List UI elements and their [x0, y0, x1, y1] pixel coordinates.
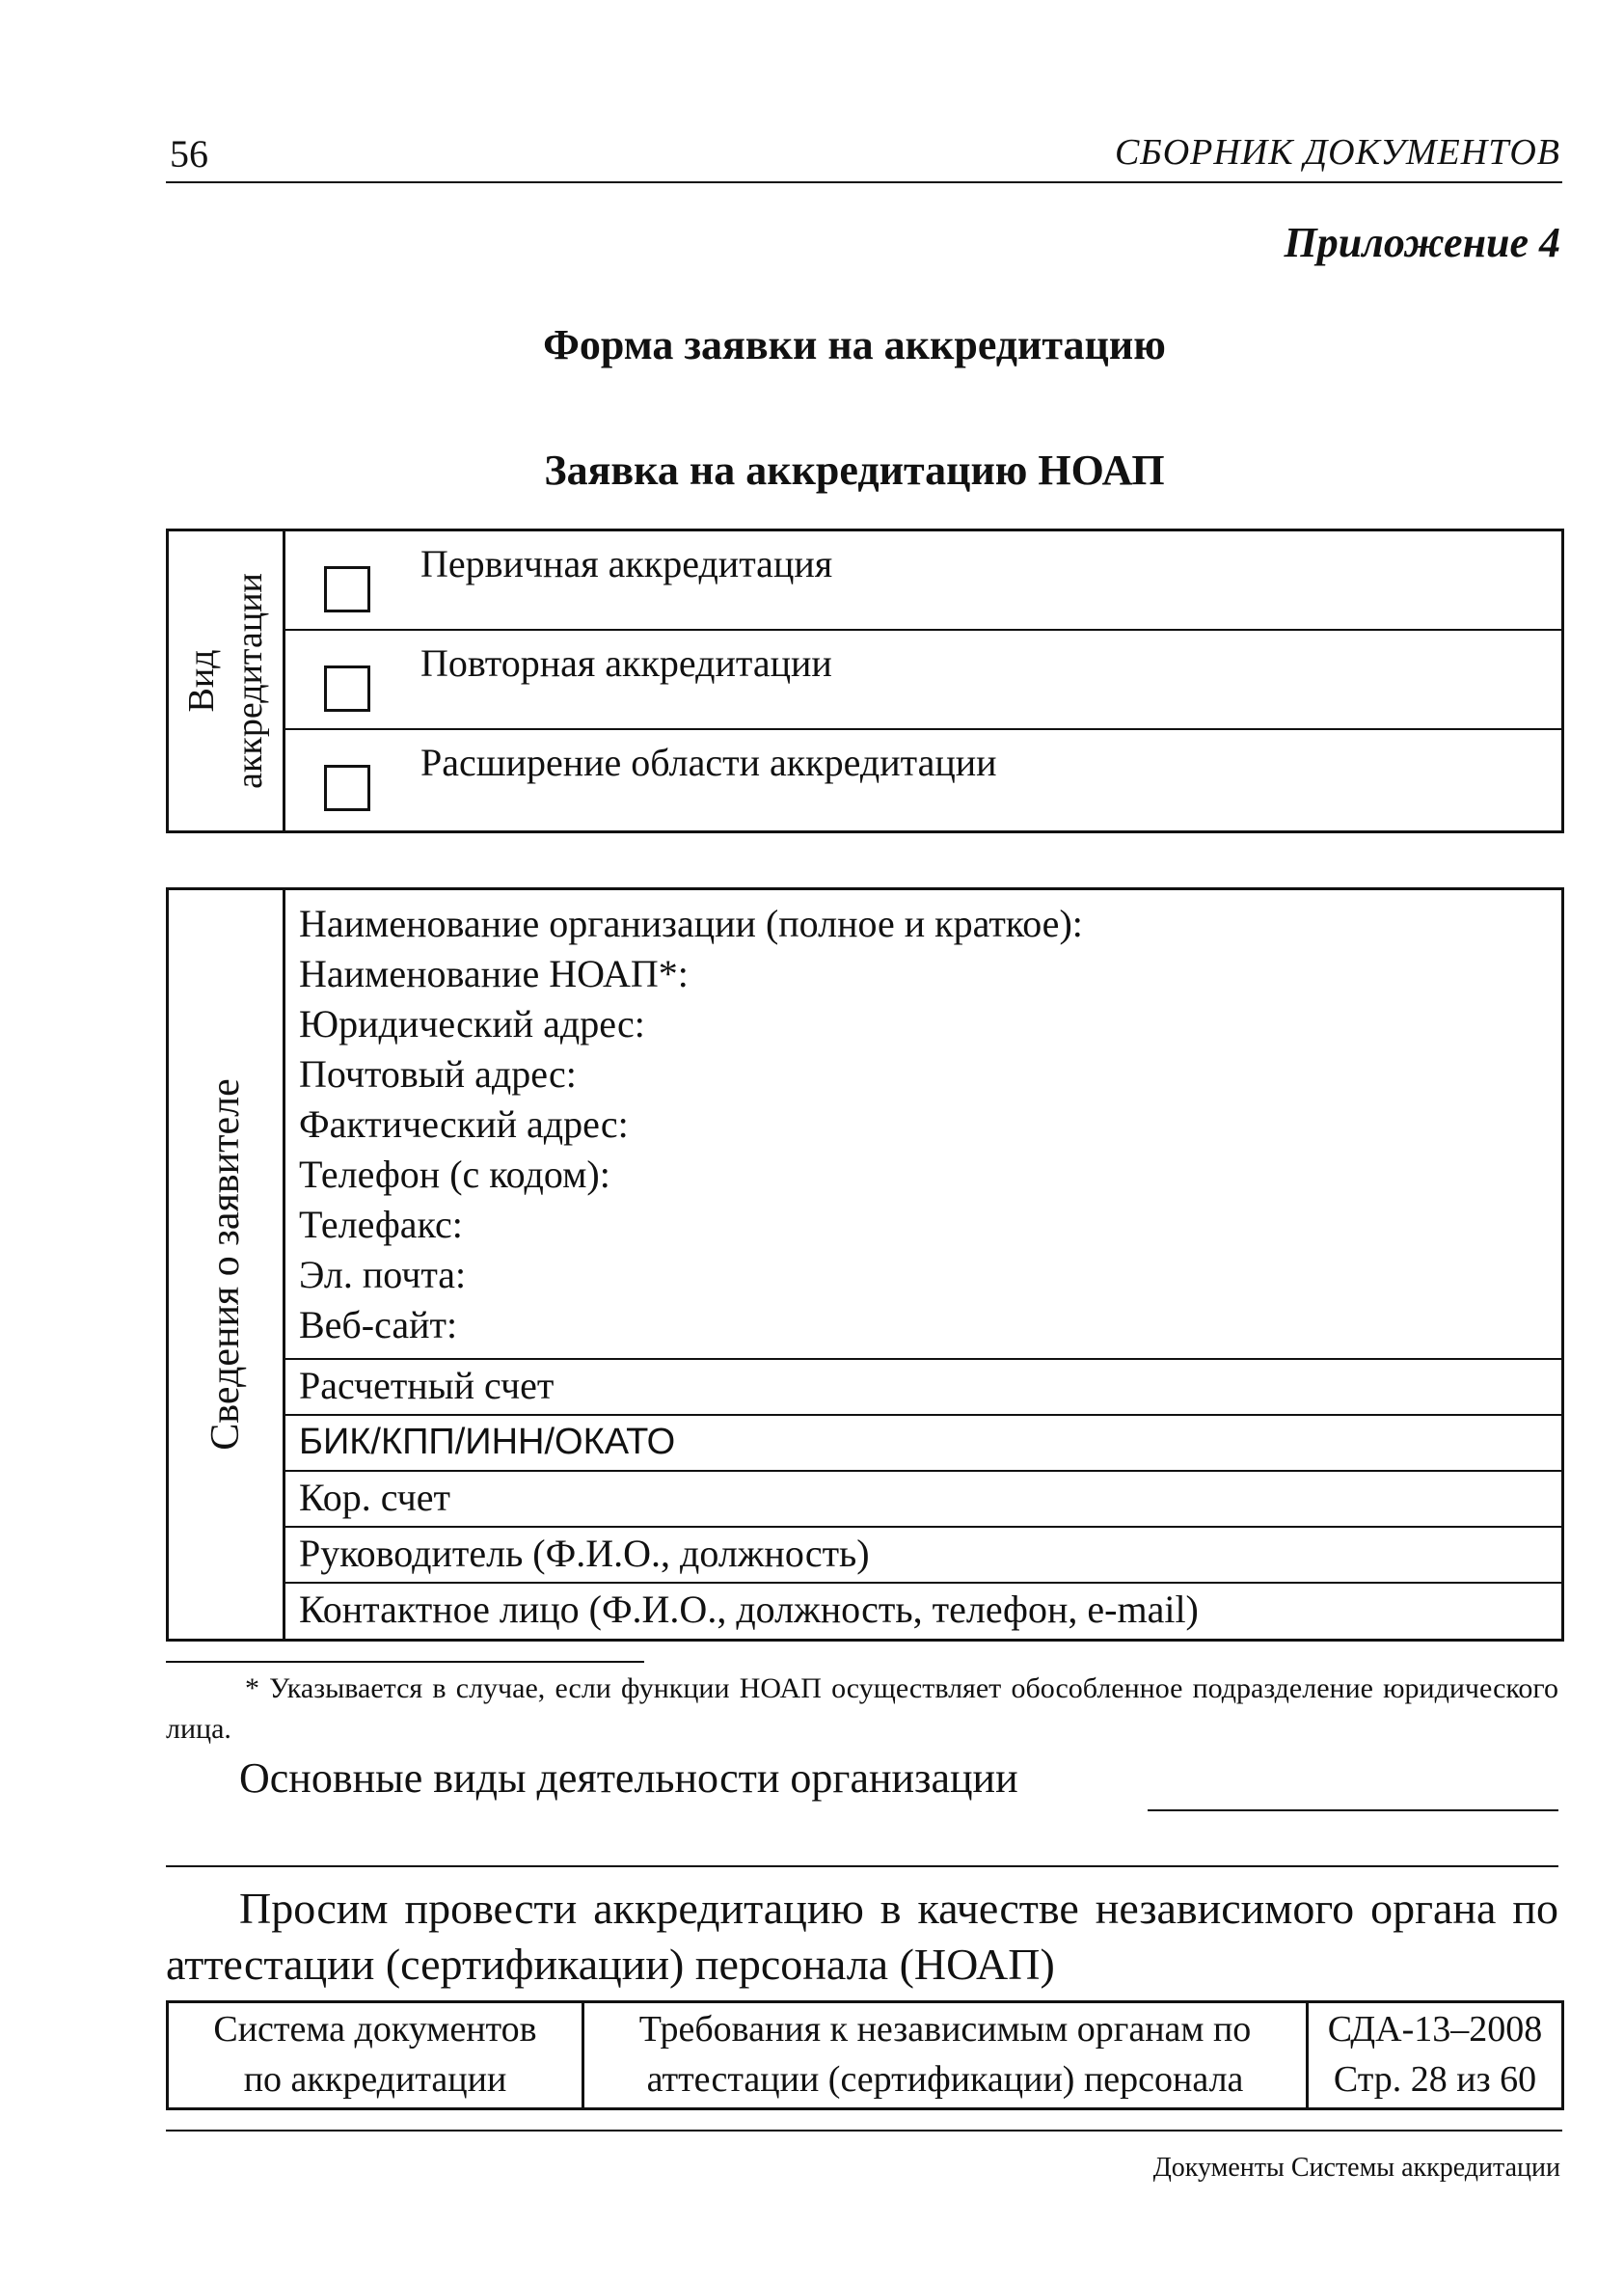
option-label: Повторная аккредитации	[420, 641, 832, 685]
field-legal-address: Юридический адрес:	[299, 1002, 645, 1045]
bottom-caption: Документы Системы аккредитации	[1152, 2153, 1560, 2183]
side-label-line2: аккредитации	[230, 573, 270, 789]
form-subtitle: Заявка на аккредитацию НОАП	[544, 447, 1165, 494]
row-head[interactable]	[285, 1528, 1561, 1584]
activities-input-line[interactable]	[1148, 1809, 1558, 1811]
field-actual-address: Фактический адрес:	[299, 1102, 629, 1146]
row-account[interactable]	[285, 1360, 1561, 1416]
row-corr-account[interactable]	[285, 1472, 1561, 1528]
row-label: БИК/КПП/ИНН/ОКАТО	[299, 1422, 676, 1462]
footer-system-line2: по аккредитации	[243, 2059, 507, 2100]
footer-system-cell	[169, 2003, 584, 2107]
form-title: Форма заявки на аккредитацию	[543, 321, 1166, 368]
page-number: 56	[170, 132, 208, 176]
row-label: Руководитель (Ф.И.О., должность)	[299, 1532, 870, 1575]
footer-code-line1: СДА-13–2008	[1327, 2009, 1543, 2050]
applicant-info-table	[166, 887, 1564, 1642]
option-row-extension[interactable]	[285, 730, 1561, 828]
footer-requirements-line2: аттестации (сертификации) персонала	[646, 2059, 1244, 2100]
footer-requirements-cell	[584, 2003, 1309, 2107]
primary-accreditation-checkbox[interactable]	[324, 566, 370, 612]
row-contact-person[interactable]	[285, 1584, 1561, 1638]
accreditation-type-table	[166, 529, 1564, 833]
accreditation-type-side-label	[169, 531, 285, 830]
applicant-fields-block[interactable]	[285, 890, 1561, 1360]
option-row-repeat[interactable]	[285, 631, 1561, 730]
option-label: Расширение области аккредитации	[420, 741, 997, 784]
applicant-side-text: Сведения о заявителе	[203, 1078, 248, 1451]
footer-system-line1: Система документов	[213, 2009, 537, 2050]
field-website: Веб-сайт:	[299, 1303, 458, 1346]
row-label: Расчетный счет	[299, 1364, 555, 1407]
header-divider	[166, 181, 1562, 183]
activities-label: Основные виды деятельности организации	[239, 1754, 1018, 1802]
footnote: * Указывается в случае, если функции НОАП осуществляет обособленное подразделение юридического лица.	[166, 1672, 1558, 1745]
request-paragraph: Просим провести аккредитацию в качестве независимого органа по аттестации (сертификации) персонала (НОАП)	[166, 1884, 1558, 1989]
footer-code-cell	[1309, 2003, 1561, 2107]
option-row-primary[interactable]	[285, 531, 1561, 631]
row-bik[interactable]	[285, 1416, 1561, 1472]
footer-divider	[166, 2130, 1562, 2132]
row-label: Кор. счет	[299, 1476, 450, 1519]
applicant-side-label	[169, 890, 285, 1639]
footnote-divider	[166, 1661, 644, 1663]
footer-page-line: Стр. 28 из 60	[1333, 2059, 1537, 2100]
option-label: Первичная аккредитация	[420, 542, 833, 585]
footer-requirements-line1: Требования к независимым органам по	[638, 2009, 1252, 2050]
document-footer-table	[166, 2000, 1564, 2110]
row-label: Контактное лицо (Ф.И.О., должность, телефон, e-mail)	[299, 1588, 1199, 1631]
field-fax: Телефакс:	[299, 1203, 463, 1246]
appendix-label: Приложение 4	[1284, 219, 1560, 266]
field-email: Эл. почта:	[299, 1253, 467, 1296]
field-postal-address: Почтовый адрес:	[299, 1052, 577, 1096]
side-label-line1: Вид	[181, 649, 222, 713]
repeat-accreditation-checkbox[interactable]	[324, 665, 370, 712]
field-phone: Телефон (с кодом):	[299, 1153, 610, 1196]
extension-accreditation-checkbox[interactable]	[324, 765, 370, 811]
field-org-name: Наименование организации (полное и краткое):	[299, 902, 1083, 945]
running-title: СБОРНИК ДОКУМЕНТОВ	[1114, 132, 1560, 173]
field-noap-name: Наименование НОАП*:	[299, 952, 689, 995]
activities-continuation-line[interactable]	[166, 1865, 1558, 1867]
